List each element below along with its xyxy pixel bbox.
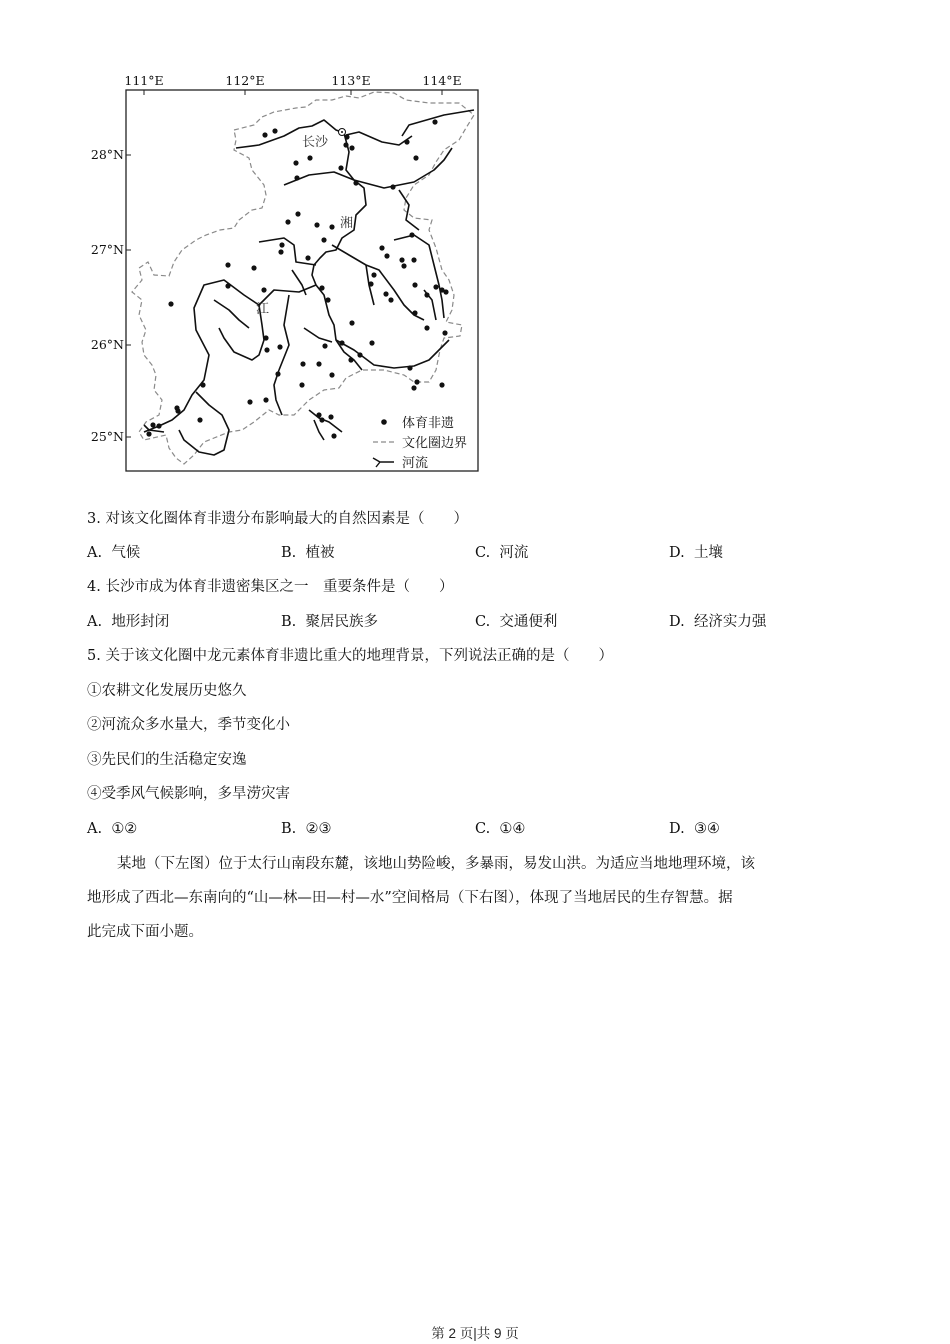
river-label-xiang: 湘 — [340, 216, 354, 231]
q4-option-c: C. 交通便利 — [475, 614, 558, 630]
lon-label: 113°E — [331, 73, 371, 88]
rivers — [144, 110, 474, 455]
question-4-stem — [87, 577, 453, 597]
lat-label: 25°N — [90, 429, 124, 444]
q5-statement-2: ②河流众多水量大，季节变化小 — [87, 717, 290, 733]
passage-line-2: 地形成了西北—东南向的“山—林—田—村—水”空间格局（下右图），体现了当地居民的生存智慧。据 — [87, 890, 733, 906]
q5-option-a: A. ①② — [87, 821, 138, 837]
q4-option-b: B. 聚居民族多 — [281, 614, 378, 630]
map-legend — [373, 415, 467, 471]
passage-line-3: 此完成下面小题。 — [87, 924, 203, 940]
q3-option-b: B. 植被 — [281, 545, 335, 561]
question-text: 关于该文化圈中龙元素体育非遗比重大的地理背景，下列说法正确的是（ ） — [105, 648, 613, 664]
legend-river-icon — [373, 458, 394, 467]
question-number: 5. — [87, 648, 101, 664]
question-number: 3. — [87, 511, 101, 527]
legend-label: 河流 — [402, 456, 429, 471]
q3-option-d: D. 土壤 — [669, 545, 723, 561]
passage — [87, 847, 859, 949]
question-3-stem — [87, 509, 468, 529]
lat-label: 27°N — [90, 242, 124, 257]
latitude-labels — [91, 147, 124, 444]
q4-option-a: A. 地形封闭 — [87, 614, 170, 630]
legend-label: 文化圈边界 — [402, 436, 468, 451]
lon-label: 114°E — [422, 73, 462, 88]
q4-option-d: D. 经济实力强 — [669, 614, 767, 630]
lon-label: 111°E — [124, 73, 164, 88]
river-label-jiang: 江 — [256, 302, 270, 317]
passage-line-1: 某地（下左图）位于太行山南段东麓，该地山势险峻，多暴雨，易发山洪。为适应当地地理环境，该 — [117, 856, 755, 872]
city-label-changsha: 长沙 — [302, 135, 329, 150]
q5-statement-3: ③先民们的生活稳定安逸 — [87, 752, 247, 768]
q5-option-c: C. ①④ — [475, 821, 526, 837]
q5-statement-1: ①农耕文化发展历史悠久 — [87, 683, 247, 699]
lat-label: 28°N — [90, 147, 124, 162]
lat-label: 26°N — [90, 337, 124, 352]
question-text: 长沙市成为体育非遗密集区之一 重要条件是（ ） — [105, 579, 454, 595]
page-footer: 第 2 页|共 9 页 — [431, 1326, 519, 1341]
question-text: 对该文化圈体育非遗分布影响最大的自然因素是（ ） — [105, 511, 468, 527]
lon-label: 112°E — [225, 73, 265, 88]
q3-option-a: A. 气候 — [87, 545, 141, 561]
question-number: 4. — [87, 579, 101, 595]
map-figure — [84, 70, 484, 475]
legend-label: 体育非遗 — [402, 416, 455, 431]
q3-option-c: C. 河流 — [475, 545, 529, 561]
legend-dot-icon — [381, 419, 387, 425]
q5-statement-4: ④受季风气候影响，多旱涝灾害 — [87, 786, 290, 802]
longitude-labels — [124, 73, 461, 88]
q5-option-b: B. ②③ — [281, 821, 332, 837]
q5-option-d: D. ③④ — [669, 821, 720, 837]
question-5-stem — [87, 646, 613, 666]
